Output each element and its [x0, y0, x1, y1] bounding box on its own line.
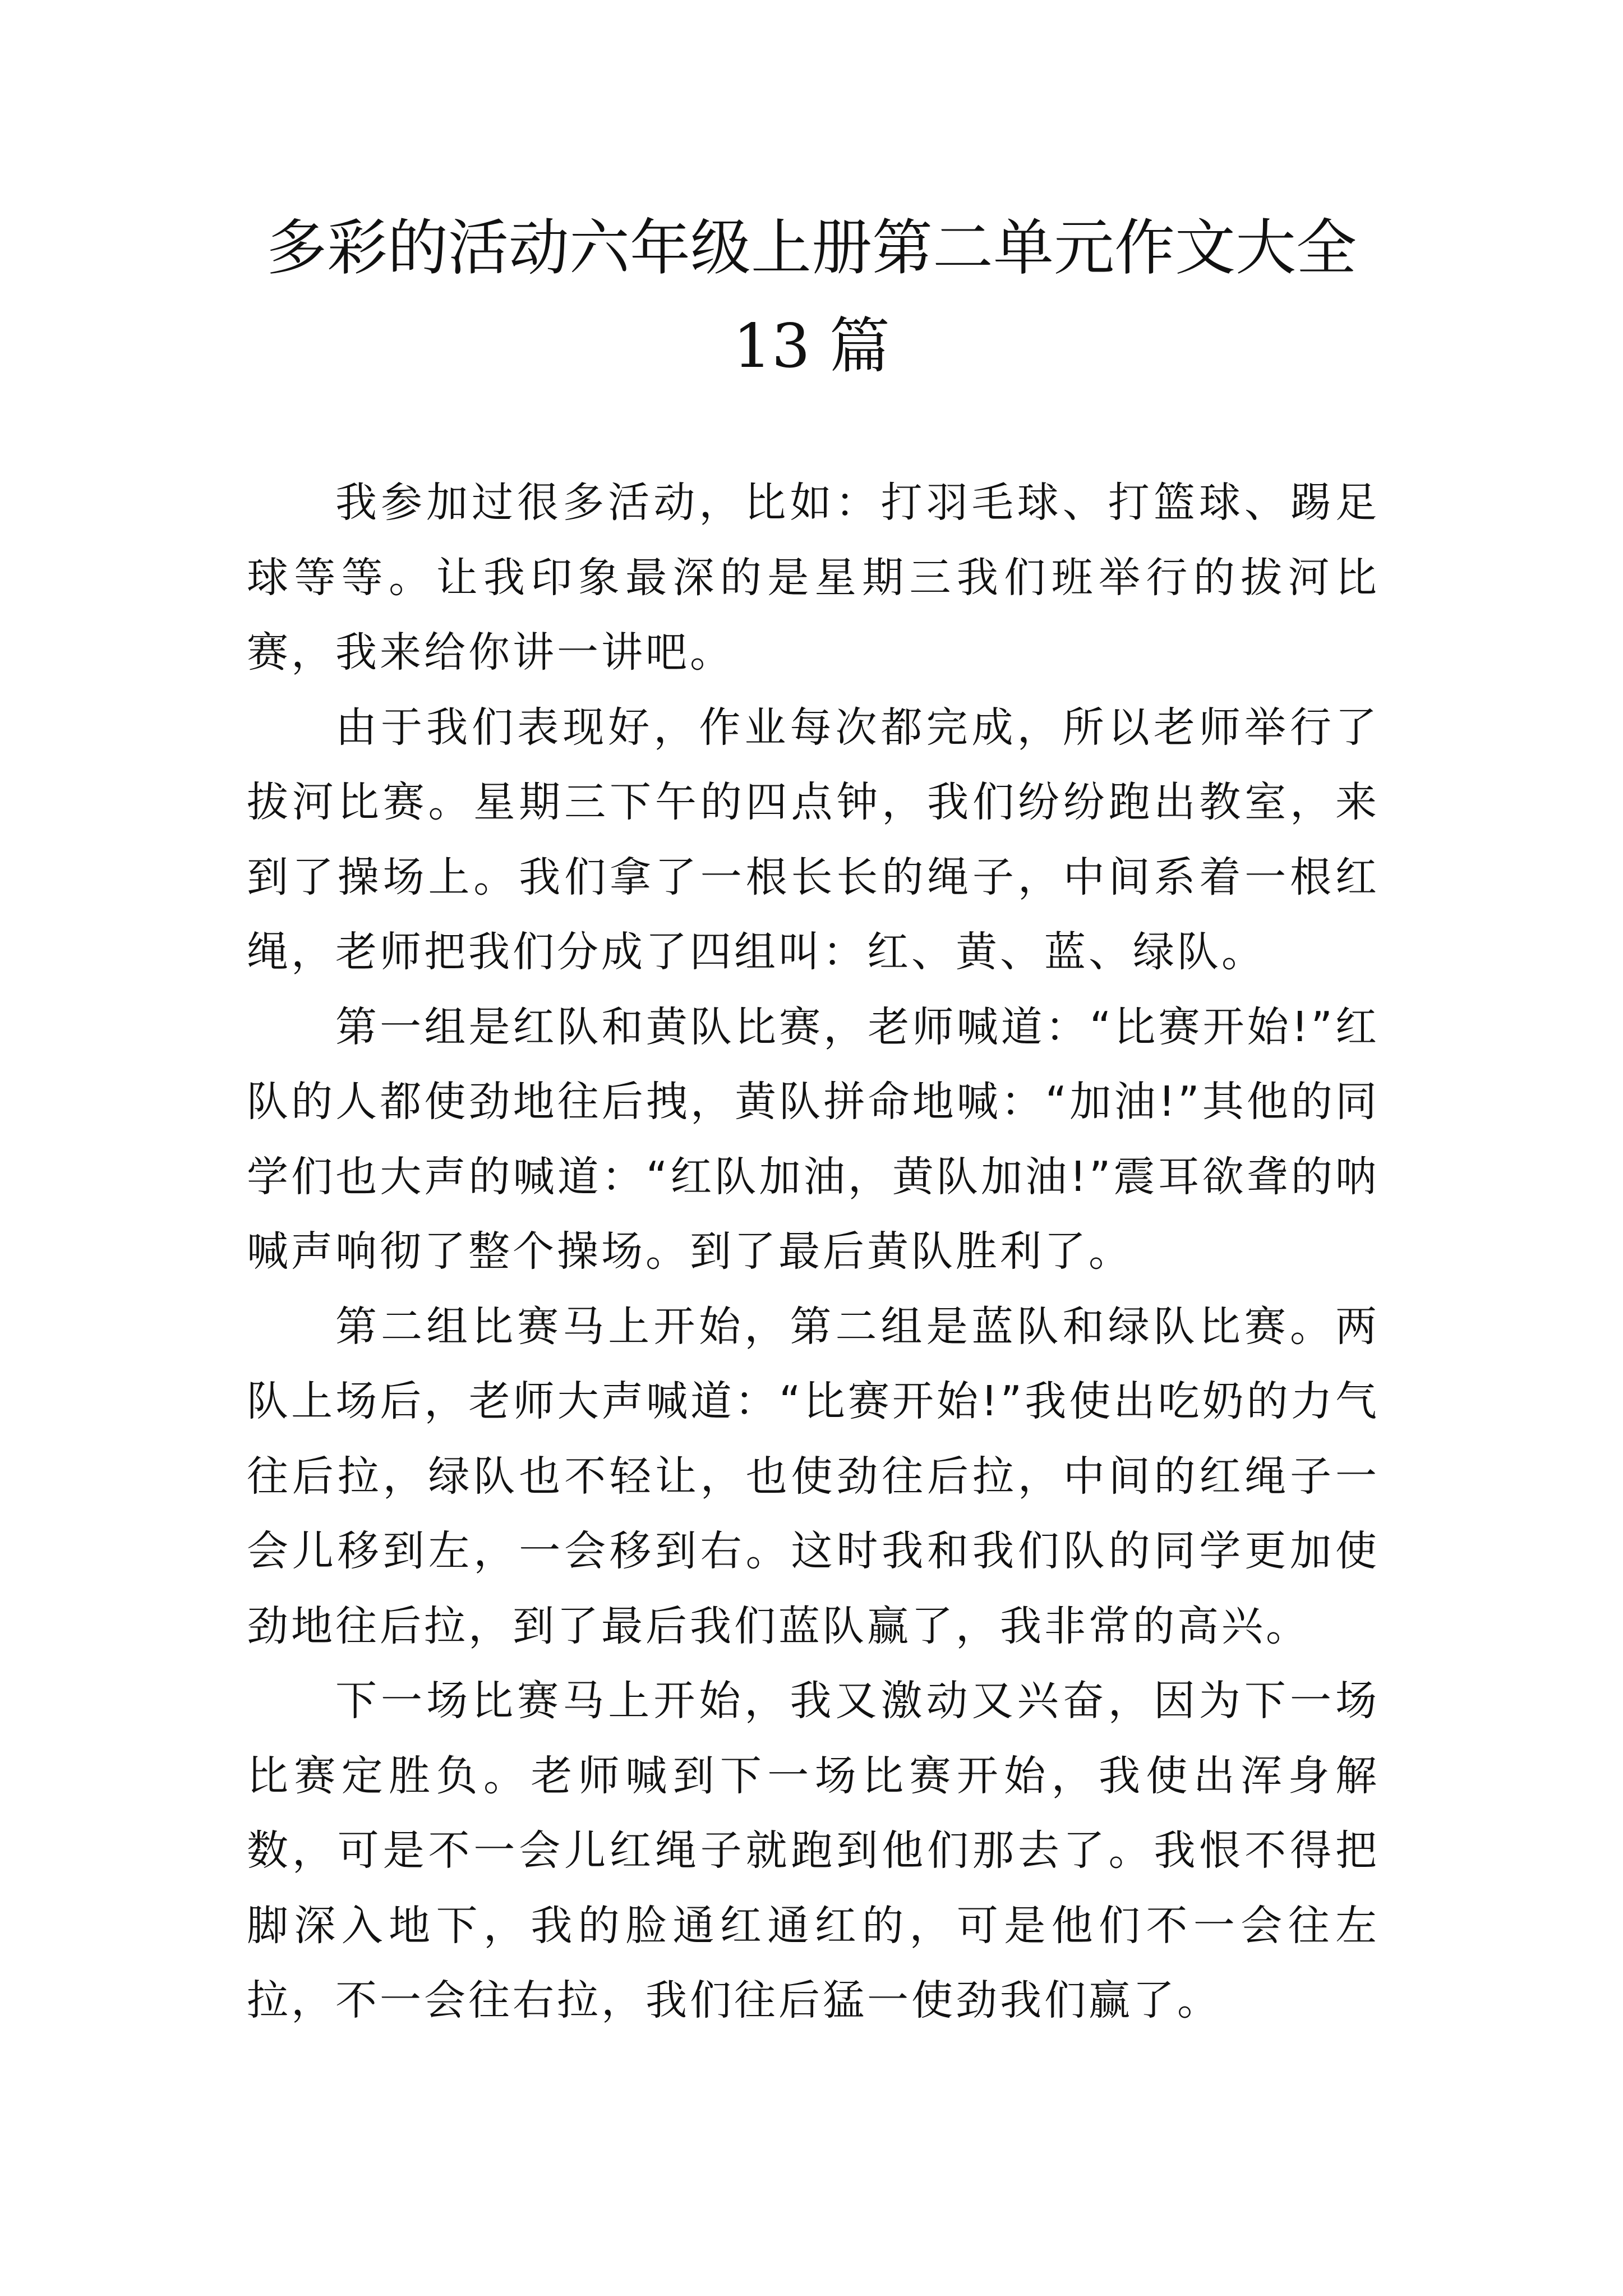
paragraph-3: 第一组是红队和黄队比赛，老师喊道：“比赛开始!”红队的人都使劲地往后拽，黄队拼命地喊：“加油!”其他的同学们也大声的喊道：“红队加油，黄队加油!”震耳欲聋的呐喊声响彻了整个操场。到了最后黄队胜利了。 — [247, 1002, 1380, 1276]
paragraph-1: 我参加过很多活动，比如：打羽毛球、打篮球、踢足球等等。让我印象最深的是星期三我们班举行的拔河比赛，我来给你讲一讲吧。 — [247, 478, 1380, 677]
paragraph-5: 下一场比赛马上开始，我又激动又兴奋，因为下一场比赛定胜负。老师喊到下一场比赛开始，我使出浑身解数，可是不一会儿红绳子就跑到他们那去了。我恨不得把脚深入地下，我的脸通红通红的，可是他们不一会往左拉，不一会往右拉，我们往后猛一使劲我们赢了。 — [247, 1677, 1380, 2024]
paragraph-4: 第二组比赛马上开始，第二组是蓝队和绿队比赛。两队上场后，老师大声喊道：“比赛开始!”我使出吃奶的力气往后拉，绿队也不轻让，也使劲往后拉，中间的红绳子一会儿移到左，一会移到右。这时我和我们队的同学更加使劲地往后拉，到了最后我们蓝队赢了，我非常的高兴。 — [247, 1302, 1380, 1650]
paragraph-2: 由于我们表现好，作业每次都完成，所以老师举行了拔河比赛。星期三下午的四点钟，我们纷纷跑出教室，来到了操场上。我们拿了一根长长的绳子，中间系着一根红绳，老师把我们分成了四组叫：红、黄、蓝、绿队。 — [247, 703, 1380, 976]
title-line-2: 13 篇 — [733, 311, 890, 381]
document-title — [224, 199, 1399, 395]
title-line-1: 多彩的活动六年级上册第二单元作文大全 — [266, 213, 1357, 283]
document-body — [247, 466, 1380, 2039]
